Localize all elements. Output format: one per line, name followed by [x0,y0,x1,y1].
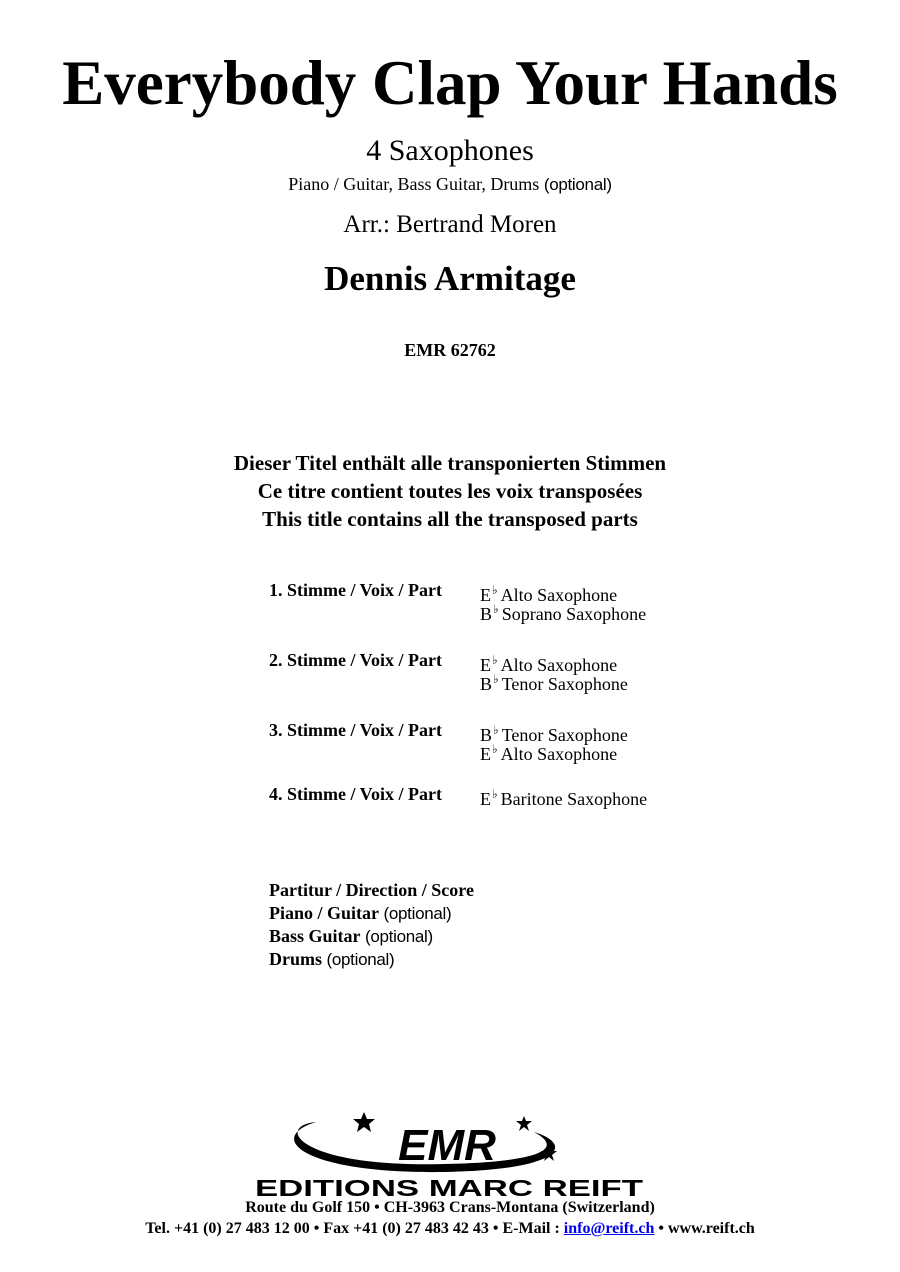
instrument-key: E [480,655,491,675]
additional-parts-list [269,879,474,971]
part-instruments [480,581,647,624]
instrument-name: Baritone Saxophone [500,789,648,809]
flat-sign: ♭ [492,787,498,801]
emr-logo [244,1108,654,1200]
transposed-parts-notice [0,449,900,533]
catalog-number: EMR 62762 [404,340,496,360]
instrument-key: B [480,674,493,694]
email-link[interactable]: info@reift.ch [563,1220,655,1237]
instrument-key: B [480,604,493,624]
instrument-key: E [480,789,491,809]
extra-item-drums [269,948,474,971]
publisher-contact [0,1219,900,1239]
subtitle: 4 Saxophones [366,134,534,167]
flat-sign: ♭ [493,672,499,686]
instrument-name: Soprano Saxophone [501,604,647,624]
extra-note: (optional) [326,950,395,969]
extra-item-bass-guitar [269,925,474,948]
part-instruments [480,785,648,809]
part-label: 2. Stimme / Voix / Part [269,650,442,670]
website-text: • www.reift.ch [654,1220,755,1237]
part-instruments [480,721,628,764]
notice-english: This title contains all the transposed parts [262,507,638,531]
part-instruments [480,651,628,694]
instrumentation-optional: (optional) [543,175,612,194]
extra-label: Piano / Guitar [269,903,380,923]
instrument-key: E [480,744,491,764]
flat-sign: ♭ [493,602,499,616]
instrument-name: Tenor Saxophone [501,674,628,694]
star-icon [516,1116,532,1131]
instrument-key: E [480,585,491,605]
star-icon [353,1112,375,1132]
extra-note: (optional) [365,927,433,946]
instrument-line [480,785,648,809]
flat-sign: ♭ [492,583,498,597]
instrument-name: Alto Saxophone [500,655,618,675]
notice-french: Ce titre contient toutes les voix transposées [257,479,643,503]
flat-sign: ♭ [492,653,498,667]
instrument-line [480,670,628,694]
instrument-line [480,651,628,675]
notice-german: Dieser Titel enthält alle transponierten Stimmen [233,451,667,475]
extra-item-piano-guitar [269,902,474,925]
extra-label: Drums [269,949,322,969]
extra-item-score [269,879,474,902]
instrument-name: Tenor Saxophone [501,725,628,745]
instrument-line [480,721,628,745]
flat-sign: ♭ [492,742,498,756]
instrument-name: Alto Saxophone [500,585,618,605]
part-label: 4. Stimme / Voix / Part [269,784,442,804]
flat-sign: ♭ [493,723,499,737]
part-label: 3. Stimme / Voix / Part [269,720,442,740]
contact-phone-fax: Tel. +41 (0) 27 483 12 00 • Fax +41 (0) 27 483 42 43 • E-Mail : [145,1220,564,1237]
publisher-name: EDITIONS MARC REIFT [255,1175,643,1200]
instrumentation [0,173,900,196]
part-label: 1. Stimme / Voix / Part [269,580,442,600]
logo-text: EMR [398,1121,496,1170]
instrument-key: B [480,725,493,745]
instrument-line [480,740,628,764]
composer: Dennis Armitage [324,259,576,298]
instrumentation-text: Piano / Guitar, Bass Guitar, Drums [288,174,540,194]
extra-label: Bass Guitar [269,926,361,946]
extra-label: Partitur / Direction / Score [269,880,474,900]
instrument-line [480,600,647,624]
instrument-line [480,581,646,605]
title: Everybody Clap Your Hands [62,48,838,118]
extra-note: (optional) [383,904,452,923]
publisher-address: Route du Golf 150 • CH-3963 Crans-Montana (Switzerland) [245,1199,655,1216]
arranger: Arr.: Bertrand Moren [343,211,557,238]
instrument-name: Alto Saxophone [500,744,618,764]
